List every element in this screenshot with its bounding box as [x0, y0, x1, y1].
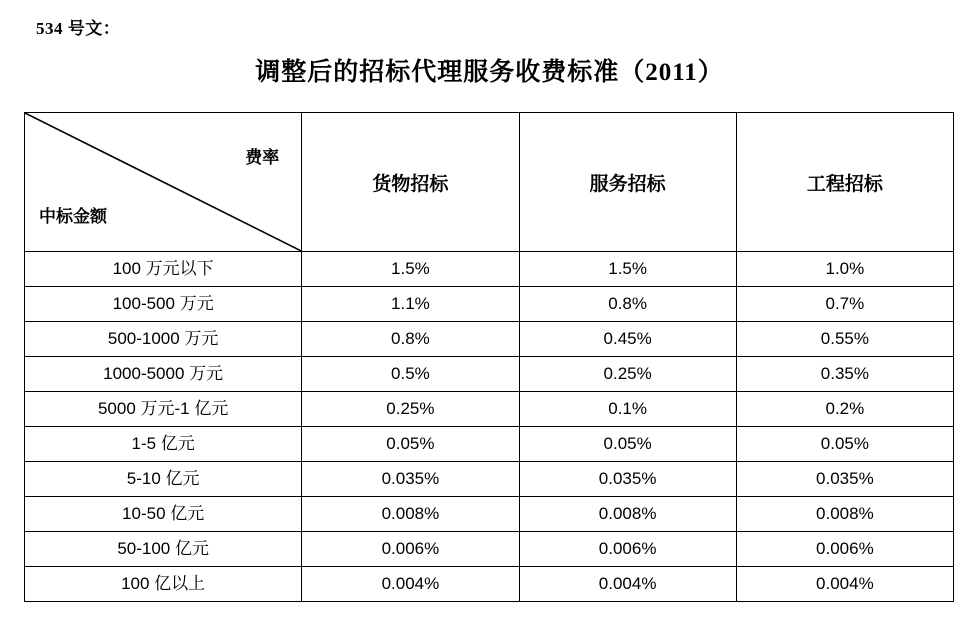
column-header-goods: 货物招标 — [302, 113, 519, 252]
table-row — [25, 392, 954, 427]
table-row — [25, 567, 954, 602]
row-value-service: 0.05% — [519, 427, 736, 462]
row-value-service: 1.5% — [519, 252, 736, 287]
table-row — [25, 427, 954, 462]
row-label: 1000-5000 万元 — [25, 357, 302, 392]
row-value-service: 0.25% — [519, 357, 736, 392]
row-label: 5000 万元-1 亿元 — [25, 392, 302, 427]
row-label: 100-500 万元 — [25, 287, 302, 322]
row-label: 500-1000 万元 — [25, 322, 302, 357]
row-value-service: 0.008% — [519, 497, 736, 532]
table-row — [25, 252, 954, 287]
row-value-works: 0.2% — [736, 392, 953, 427]
row-value-goods: 1.1% — [302, 287, 519, 322]
table-header-row — [25, 113, 954, 252]
table-row — [25, 532, 954, 567]
table-row — [25, 357, 954, 392]
table-row — [25, 287, 954, 322]
row-value-works: 0.35% — [736, 357, 953, 392]
column-header-service: 服务招标 — [519, 113, 736, 252]
table-row — [25, 497, 954, 532]
row-label: 50-100 亿元 — [25, 532, 302, 567]
corner-amount-label: 中标金额 — [39, 207, 107, 226]
row-value-goods: 0.004% — [302, 567, 519, 602]
row-value-works: 0.55% — [736, 322, 953, 357]
row-value-works: 0.004% — [736, 567, 953, 602]
row-value-goods: 0.25% — [302, 392, 519, 427]
row-value-works: 0.008% — [736, 497, 953, 532]
row-value-goods: 0.05% — [302, 427, 519, 462]
row-label: 10-50 亿元 — [25, 497, 302, 532]
row-value-service: 0.004% — [519, 567, 736, 602]
document-reference-number: 534 号文： — [36, 19, 121, 38]
table-corner-header — [25, 113, 302, 252]
row-value-goods: 0.035% — [302, 462, 519, 497]
row-value-works: 0.006% — [736, 532, 953, 567]
row-value-service: 0.006% — [519, 532, 736, 567]
row-value-service: 0.035% — [519, 462, 736, 497]
row-label: 100 万元以下 — [25, 252, 302, 287]
table-row — [25, 462, 954, 497]
row-value-service: 0.8% — [519, 287, 736, 322]
fee-standard-table — [24, 112, 954, 602]
row-label: 1-5 亿元 — [25, 427, 302, 462]
row-label: 100 亿以上 — [25, 567, 302, 602]
row-value-goods: 0.5% — [302, 357, 519, 392]
column-header-works: 工程招标 — [736, 113, 953, 252]
table-row — [25, 322, 954, 357]
page-title: 调整后的招标代理服务收费标准（2011） — [255, 59, 724, 86]
row-value-works: 0.7% — [736, 287, 953, 322]
row-value-service: 0.45% — [519, 322, 736, 357]
row-value-goods: 0.006% — [302, 532, 519, 567]
row-value-goods: 1.5% — [302, 252, 519, 287]
corner-rate-label: 费率 — [245, 148, 280, 167]
row-value-works: 1.0% — [736, 252, 953, 287]
row-value-goods: 0.8% — [302, 322, 519, 357]
row-value-goods: 0.008% — [302, 497, 519, 532]
row-value-works: 0.05% — [736, 427, 953, 462]
row-value-service: 0.1% — [519, 392, 736, 427]
row-value-works: 0.035% — [736, 462, 953, 497]
diagonal-divider-icon — [25, 113, 301, 251]
row-label: 5-10 亿元 — [25, 462, 302, 497]
